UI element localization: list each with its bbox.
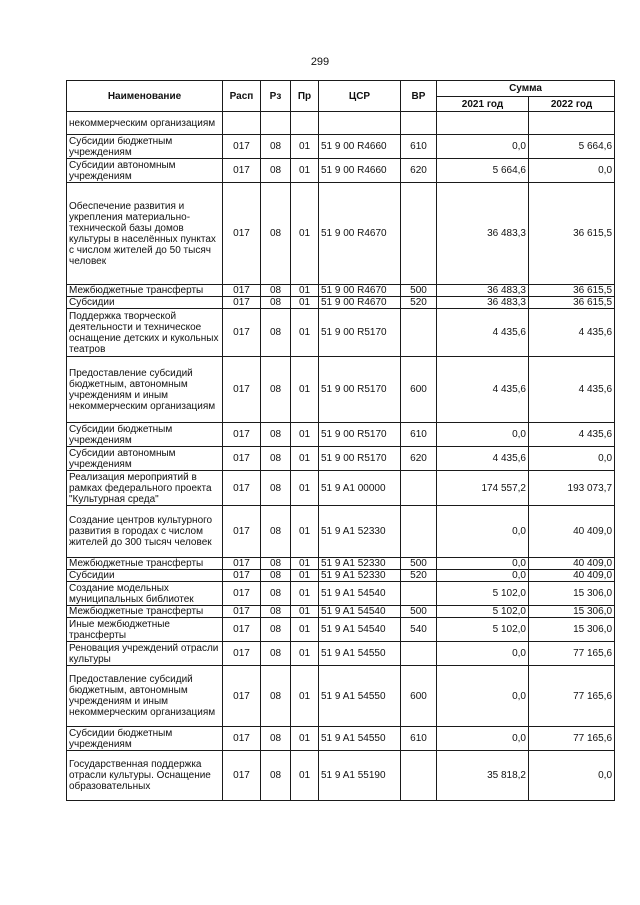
row-rasp: 017 bbox=[223, 447, 261, 471]
table-row bbox=[67, 606, 615, 618]
row-rasp: 017 bbox=[223, 357, 261, 423]
row-vr bbox=[401, 642, 437, 666]
row-csr: 51 9 A1 54540 bbox=[319, 618, 401, 642]
row-pr: 01 bbox=[291, 642, 319, 666]
row-name: Предоставление субсидий бюджетным, автономным учреждениям и иным некоммерческим организациям bbox=[67, 357, 223, 423]
row-vr: 500 bbox=[401, 606, 437, 618]
row-sum-2022: 0,0 bbox=[529, 751, 615, 801]
row-sum-2021: 5 664,6 bbox=[437, 159, 529, 183]
row-sum-2021: 5 102,0 bbox=[437, 606, 529, 618]
row-rasp: 017 bbox=[223, 135, 261, 159]
row-sum-2021: 0,0 bbox=[437, 570, 529, 582]
row-sum-2021: 5 102,0 bbox=[437, 618, 529, 642]
row-csr: 51 9 00 R5170 bbox=[319, 423, 401, 447]
row-name: Создание центров культурного развития в городах с числом жителей до 300 тысяч человек bbox=[67, 506, 223, 558]
row-rz: 08 bbox=[261, 297, 291, 309]
row-name: Государственная поддержка отрасли культуры. Оснащение образовательных bbox=[67, 751, 223, 801]
row-rasp: 017 bbox=[223, 666, 261, 727]
row-rz: 08 bbox=[261, 159, 291, 183]
table-row bbox=[67, 447, 615, 471]
table-row bbox=[67, 727, 615, 751]
row-csr: 51 9 A1 54540 bbox=[319, 606, 401, 618]
row-vr: 500 bbox=[401, 558, 437, 570]
row-pr: 01 bbox=[291, 558, 319, 570]
row-vr: 610 bbox=[401, 423, 437, 447]
row-pr: 01 bbox=[291, 135, 319, 159]
row-vr: 520 bbox=[401, 297, 437, 309]
row-pr: 01 bbox=[291, 606, 319, 618]
row-sum-2022: 36 615,5 bbox=[529, 297, 615, 309]
row-rasp: 017 bbox=[223, 285, 261, 297]
row-csr: 51 9 A1 54550 bbox=[319, 727, 401, 751]
row-sum-2021: 0,0 bbox=[437, 666, 529, 727]
table-row bbox=[67, 423, 615, 447]
row-pr: 01 bbox=[291, 727, 319, 751]
row-rasp: 017 bbox=[223, 309, 261, 357]
row-sum-2021: 4 435,6 bbox=[437, 309, 529, 357]
row-pr: 01 bbox=[291, 183, 319, 285]
row-rz: 08 bbox=[261, 471, 291, 506]
row-name: Межбюджетные трансферты bbox=[67, 558, 223, 570]
page-number: 299 bbox=[310, 56, 330, 68]
row-pr: 01 bbox=[291, 618, 319, 642]
row-sum-2022: 0,0 bbox=[529, 159, 615, 183]
row-sum-2022: 193 073,7 bbox=[529, 471, 615, 506]
row-sum-2022: 0,0 bbox=[529, 447, 615, 471]
row-rz: 08 bbox=[261, 309, 291, 357]
row-csr: 51 9 00 R5170 bbox=[319, 309, 401, 357]
row-sum-2022: 77 165,6 bbox=[529, 666, 615, 727]
row-csr: 51 9 A1 52330 bbox=[319, 570, 401, 582]
table-row bbox=[67, 183, 615, 285]
row-name: Межбюджетные трансферты bbox=[67, 285, 223, 297]
row-pr: 01 bbox=[291, 297, 319, 309]
row-pr: 01 bbox=[291, 506, 319, 558]
row-sum-2022: 40 409,0 bbox=[529, 558, 615, 570]
row-vr bbox=[401, 309, 437, 357]
row-sum-2022: 15 306,0 bbox=[529, 582, 615, 606]
row-name: Обеспечение развития и укрепления материально-технической базы домов культуры в населённых пунктах с числом жителей до 50 тысяч человек bbox=[67, 183, 223, 285]
row-vr: 600 bbox=[401, 357, 437, 423]
row-name: Создание модельных муниципальных библиотек bbox=[67, 582, 223, 606]
row-pr: 01 bbox=[291, 357, 319, 423]
row-pr: 01 bbox=[291, 666, 319, 727]
row-pr: 01 bbox=[291, 751, 319, 801]
row-csr: 51 9 A1 55190 bbox=[319, 751, 401, 801]
row-sum-2021: 4 435,6 bbox=[437, 447, 529, 471]
row-name: некоммерческим организациям bbox=[67, 112, 223, 135]
row-vr: 620 bbox=[401, 159, 437, 183]
row-rasp: 017 bbox=[223, 506, 261, 558]
header-sum: Сумма bbox=[437, 81, 615, 97]
table-row bbox=[67, 618, 615, 642]
row-vr bbox=[401, 506, 437, 558]
row-pr: 01 bbox=[291, 471, 319, 506]
row-csr: 51 9 A1 54540 bbox=[319, 582, 401, 606]
row-pr: 01 bbox=[291, 423, 319, 447]
row-rz: 08 bbox=[261, 606, 291, 618]
header-rz: Рз bbox=[261, 81, 291, 112]
row-name: Реновация учреждений отрасли культуры bbox=[67, 642, 223, 666]
row-pr: 01 bbox=[291, 285, 319, 297]
row-sum-2022: 77 165,6 bbox=[529, 727, 615, 751]
row-csr: 51 9 00 R4660 bbox=[319, 135, 401, 159]
row-name: Субсидии bbox=[67, 570, 223, 582]
row-csr: 51 9 A1 00000 bbox=[319, 471, 401, 506]
header-csr: ЦСР bbox=[319, 81, 401, 112]
row-vr: 620 bbox=[401, 447, 437, 471]
header-vr: ВР bbox=[401, 81, 437, 112]
row-name: Межбюджетные трансферты bbox=[67, 606, 223, 618]
row-sum-2022 bbox=[529, 112, 615, 135]
row-sum-2021: 4 435,6 bbox=[437, 357, 529, 423]
row-sum-2022: 36 615,5 bbox=[529, 285, 615, 297]
row-sum-2022: 4 435,6 bbox=[529, 423, 615, 447]
row-sum-2022: 40 409,0 bbox=[529, 506, 615, 558]
header-year-2022: 2022 год bbox=[529, 97, 615, 112]
row-vr: 540 bbox=[401, 618, 437, 642]
table-row bbox=[67, 582, 615, 606]
row-rz: 08 bbox=[261, 727, 291, 751]
row-rz bbox=[261, 112, 291, 135]
row-vr: 600 bbox=[401, 666, 437, 727]
row-name: Реализация мероприятий в рамках федерального проекта "Культурная среда" bbox=[67, 471, 223, 506]
row-sum-2021: 0,0 bbox=[437, 642, 529, 666]
row-vr bbox=[401, 183, 437, 285]
row-name: Субсидии bbox=[67, 297, 223, 309]
row-sum-2022: 40 409,0 bbox=[529, 570, 615, 582]
row-sum-2021: 36 483,3 bbox=[437, 285, 529, 297]
table-row bbox=[67, 471, 615, 506]
row-pr: 01 bbox=[291, 447, 319, 471]
row-rz: 08 bbox=[261, 751, 291, 801]
row-csr bbox=[319, 112, 401, 135]
row-vr bbox=[401, 112, 437, 135]
table-row bbox=[67, 357, 615, 423]
row-csr: 51 9 A1 54550 bbox=[319, 666, 401, 727]
row-vr: 610 bbox=[401, 727, 437, 751]
row-sum-2021: 174 557,2 bbox=[437, 471, 529, 506]
row-rz: 08 bbox=[261, 183, 291, 285]
row-vr bbox=[401, 471, 437, 506]
row-pr: 01 bbox=[291, 570, 319, 582]
row-rasp: 017 bbox=[223, 618, 261, 642]
row-sum-2022: 4 435,6 bbox=[529, 309, 615, 357]
row-sum-2021 bbox=[437, 112, 529, 135]
row-sum-2021: 0,0 bbox=[437, 135, 529, 159]
row-csr: 51 9 00 R4670 bbox=[319, 285, 401, 297]
row-rz: 08 bbox=[261, 666, 291, 727]
row-rz: 08 bbox=[261, 423, 291, 447]
table-row bbox=[67, 309, 615, 357]
header-name: Наименование bbox=[67, 81, 223, 112]
row-name: Субсидии автономным учреждениям bbox=[67, 159, 223, 183]
header-year-2021: 2021 год bbox=[437, 97, 529, 112]
row-csr: 51 9 00 R4670 bbox=[319, 183, 401, 285]
row-name: Субсидии бюджетным учреждениям bbox=[67, 423, 223, 447]
row-name: Иные межбюджетные трансферты bbox=[67, 618, 223, 642]
row-csr: 51 9 00 R5170 bbox=[319, 447, 401, 471]
row-rasp: 017 bbox=[223, 471, 261, 506]
budget-table bbox=[66, 80, 615, 801]
row-sum-2021: 0,0 bbox=[437, 558, 529, 570]
row-vr: 500 bbox=[401, 285, 437, 297]
row-rasp: 017 bbox=[223, 606, 261, 618]
table-row bbox=[67, 642, 615, 666]
row-csr: 51 9 A1 54550 bbox=[319, 642, 401, 666]
row-csr: 51 9 00 R4660 bbox=[319, 159, 401, 183]
row-name: Предоставление субсидий бюджетным, автономным учреждениям и иным некоммерческим организациям bbox=[67, 666, 223, 727]
header-rasp: Расп bbox=[223, 81, 261, 112]
row-rasp bbox=[223, 112, 261, 135]
row-csr: 51 9 A1 52330 bbox=[319, 558, 401, 570]
row-sum-2021: 0,0 bbox=[437, 423, 529, 447]
table-row bbox=[67, 666, 615, 727]
row-csr: 51 9 00 R5170 bbox=[319, 357, 401, 423]
row-rasp: 017 bbox=[223, 570, 261, 582]
table-row bbox=[67, 570, 615, 582]
row-sum-2021: 35 818,2 bbox=[437, 751, 529, 801]
row-sum-2022: 15 306,0 bbox=[529, 618, 615, 642]
row-rasp: 017 bbox=[223, 642, 261, 666]
table-row bbox=[67, 558, 615, 570]
row-rz: 08 bbox=[261, 582, 291, 606]
table-row bbox=[67, 751, 615, 801]
row-sum-2021: 36 483,3 bbox=[437, 183, 529, 285]
row-rasp: 017 bbox=[223, 183, 261, 285]
row-sum-2022: 36 615,5 bbox=[529, 183, 615, 285]
row-sum-2022: 4 435,6 bbox=[529, 357, 615, 423]
row-vr: 610 bbox=[401, 135, 437, 159]
row-sum-2021: 0,0 bbox=[437, 727, 529, 751]
row-rz: 08 bbox=[261, 447, 291, 471]
row-pr bbox=[291, 112, 319, 135]
row-vr bbox=[401, 582, 437, 606]
row-pr: 01 bbox=[291, 582, 319, 606]
row-rz: 08 bbox=[261, 285, 291, 297]
table-row bbox=[67, 159, 615, 183]
row-rasp: 017 bbox=[223, 727, 261, 751]
row-rasp: 017 bbox=[223, 159, 261, 183]
row-name: Субсидии бюджетным учреждениям bbox=[67, 135, 223, 159]
row-sum-2022: 77 165,6 bbox=[529, 642, 615, 666]
row-pr: 01 bbox=[291, 309, 319, 357]
row-csr: 51 9 00 R4670 bbox=[319, 297, 401, 309]
row-rasp: 017 bbox=[223, 582, 261, 606]
row-rasp: 017 bbox=[223, 558, 261, 570]
table-row bbox=[67, 506, 615, 558]
row-sum-2022: 15 306,0 bbox=[529, 606, 615, 618]
row-rz: 08 bbox=[261, 618, 291, 642]
row-rz: 08 bbox=[261, 135, 291, 159]
row-sum-2021: 0,0 bbox=[437, 506, 529, 558]
row-rz: 08 bbox=[261, 642, 291, 666]
row-rz: 08 bbox=[261, 357, 291, 423]
row-pr: 01 bbox=[291, 159, 319, 183]
table-row bbox=[67, 297, 615, 309]
row-vr: 520 bbox=[401, 570, 437, 582]
header-pr: Пр bbox=[291, 81, 319, 112]
row-vr bbox=[401, 751, 437, 801]
row-rz: 08 bbox=[261, 570, 291, 582]
row-sum-2021: 5 102,0 bbox=[437, 582, 529, 606]
row-rasp: 017 bbox=[223, 297, 261, 309]
row-rasp: 017 bbox=[223, 423, 261, 447]
table-row bbox=[67, 135, 615, 159]
row-name: Субсидии бюджетным учреждениям bbox=[67, 727, 223, 751]
table-row bbox=[67, 112, 615, 135]
row-name: Субсидии автономным учреждениям bbox=[67, 447, 223, 471]
row-csr: 51 9 A1 52330 bbox=[319, 506, 401, 558]
row-rasp: 017 bbox=[223, 751, 261, 801]
row-sum-2021: 36 483,3 bbox=[437, 297, 529, 309]
table-row bbox=[67, 285, 615, 297]
row-rz: 08 bbox=[261, 506, 291, 558]
row-name: Поддержка творческой деятельности и техническое оснащение детских и кукольных театров bbox=[67, 309, 223, 357]
row-sum-2022: 5 664,6 bbox=[529, 135, 615, 159]
row-rz: 08 bbox=[261, 558, 291, 570]
